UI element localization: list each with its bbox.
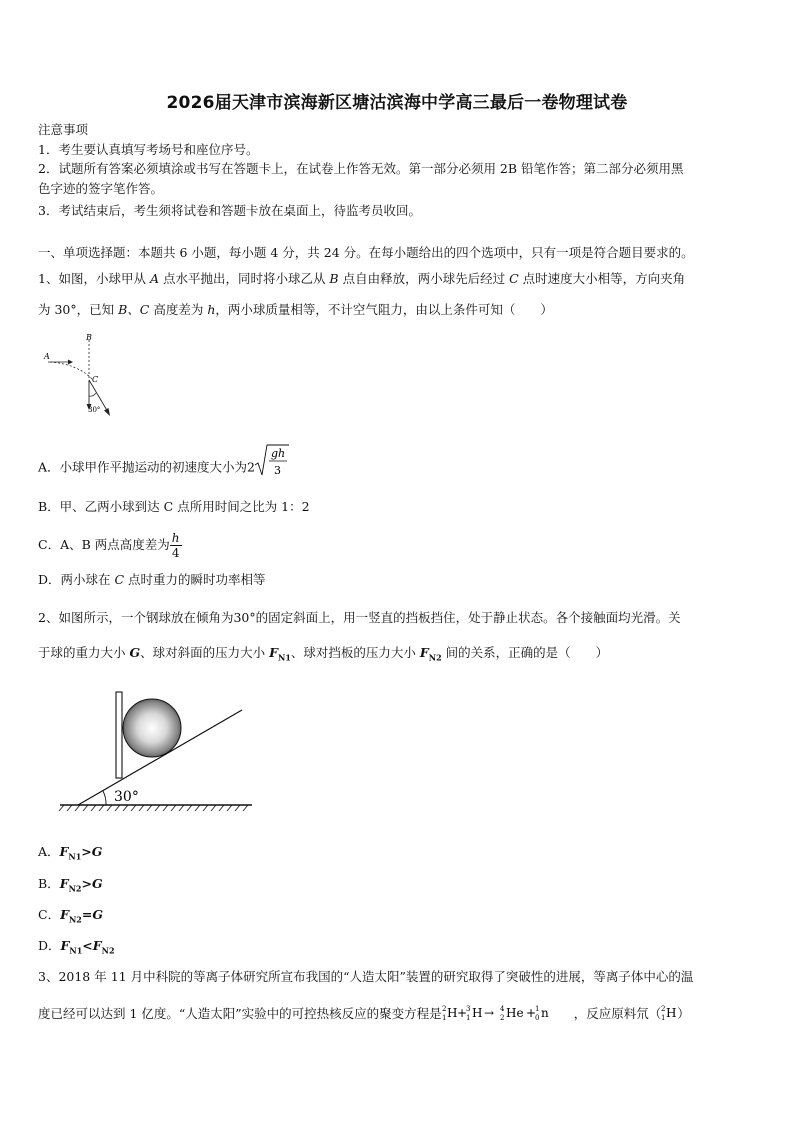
svg-text:H: H xyxy=(446,1006,458,1020)
fusion-equation xyxy=(442,1003,574,1023)
angle-label: 30° xyxy=(114,789,139,805)
question-2-text-cont: 于球的重力大小 G、球对斜面的压力大小 $F_{N1}$、球对挡板的压力大小 $F_{N2}$ 间的关系，正确的是（ ） xyxy=(38,645,609,663)
svg-text:→: → xyxy=(483,1006,494,1020)
svg-text:1: 1 xyxy=(661,1014,666,1022)
option-2a[interactable]: A．$F_{N1}>G$ xyxy=(38,844,103,862)
svg-text:2: 2 xyxy=(661,1005,666,1013)
svg-text:0: 0 xyxy=(534,1014,540,1022)
note-item: 3．考试结束后，考生须将试卷和答题卡放在桌面上，待监考员收回。 xyxy=(38,203,421,218)
option-2c[interactable]: C．$F_{N2}=G$ xyxy=(38,907,104,925)
svg-text:+: + xyxy=(525,1006,536,1020)
question-1-text-cont: 为 30°，已知 B、C 高度差为 h，两小球质量相等，不计空气阻力，由以上条件可知（ ） xyxy=(38,302,553,317)
svg-text:gh: gh xyxy=(270,447,286,460)
label-angle: 30° xyxy=(88,406,101,414)
option-1d[interactable]: D．两小球在 C 点时重力的瞬时功率相等 xyxy=(38,572,266,587)
note-item: 2．试题所有答案必须填涂或书写在答题卡上，在试卷上作答无效。第一部分必须用 2B 铅笔作答；第二部分必须用黑 xyxy=(38,161,684,176)
svg-text:1: 1 xyxy=(465,1014,471,1022)
option-1a[interactable]: A．小球甲作平抛运动的初速度大小为2 gh 3 xyxy=(38,443,758,479)
option-2d[interactable]: D．$F_{N1}<F_{N2}$ xyxy=(38,938,115,956)
question-3-text-cont: 度已经可以达到 1 亿度。“人造太阳”实验中的可控热核反应的聚变方程是 2 1 H + 3 1 H → 4 2 He + 1 0 n ，反应原料氘（ 2 1 H ） xyxy=(38,1005,690,1022)
svg-text:H: H xyxy=(666,1006,677,1020)
svg-text:H: H xyxy=(471,1006,483,1020)
label-B: B xyxy=(86,333,92,342)
svg-text:3: 3 xyxy=(465,1005,471,1013)
svg-text:3: 3 xyxy=(273,464,281,477)
section-heading: 一、单项选择题：本题共 6 小题，每小题 4 分，共 24 分。在每小题给出的四个选项中，只有一项是符合题目要求的。 xyxy=(38,245,694,260)
notes-heading: 注意事项 xyxy=(38,122,89,137)
question-1-text: 1、如图，小球甲从 A 点水平抛出，同时将小球乙从 B 点自由释放，两小球先后经过 C 点时速度大小相等，方向夹角 xyxy=(38,271,686,286)
option-2b[interactable]: B．$F_{N2}>G$ xyxy=(38,876,103,894)
question-2-text: 2、如图所示，一个钢球放在倾角为30°的固定斜面上，用一竖直的挡板挡住，处于静止状态。各个接触面均光滑。关 xyxy=(38,610,681,625)
deuterium-symbol xyxy=(661,1003,677,1023)
label-C: C xyxy=(92,375,99,384)
note-item: 1．考生要认真填写考场号和座位序号。 xyxy=(38,142,259,157)
note-item: 色字迹的签字笔作答。 xyxy=(38,181,164,196)
page-title: 2026届天津市滨海新区塘沽滨海中学高三最后一卷物理试卷 xyxy=(166,93,628,113)
svg-text:2: 2 xyxy=(499,1014,505,1022)
svg-text:2: 2 xyxy=(441,1005,447,1013)
svg-text:He: He xyxy=(505,1006,524,1020)
question-2-figure xyxy=(56,688,256,813)
question-3-text: 3、2018 年 11 月中科院的等离子体研究所宣布我国的“人造太阳”装置的研究取得了突破性的进展，等离子体中心的温 xyxy=(38,969,694,984)
svg-text:4: 4 xyxy=(499,1005,505,1013)
question-1-figure xyxy=(38,332,128,422)
svg-text:1: 1 xyxy=(441,1014,447,1022)
label-A: A xyxy=(44,352,50,361)
option-1b[interactable]: B．甲、乙两小球到达 C 点所用时间之比为 1：2 xyxy=(38,499,310,514)
svg-text:1: 1 xyxy=(534,1005,540,1013)
sqrt-symbol xyxy=(255,443,289,493)
option-1c[interactable]: C．A、B 两点高度差为 $\frac{h}{4}$ xyxy=(38,531,180,560)
svg-text:+: + xyxy=(456,1006,467,1020)
svg-text:n: n xyxy=(540,1006,549,1020)
